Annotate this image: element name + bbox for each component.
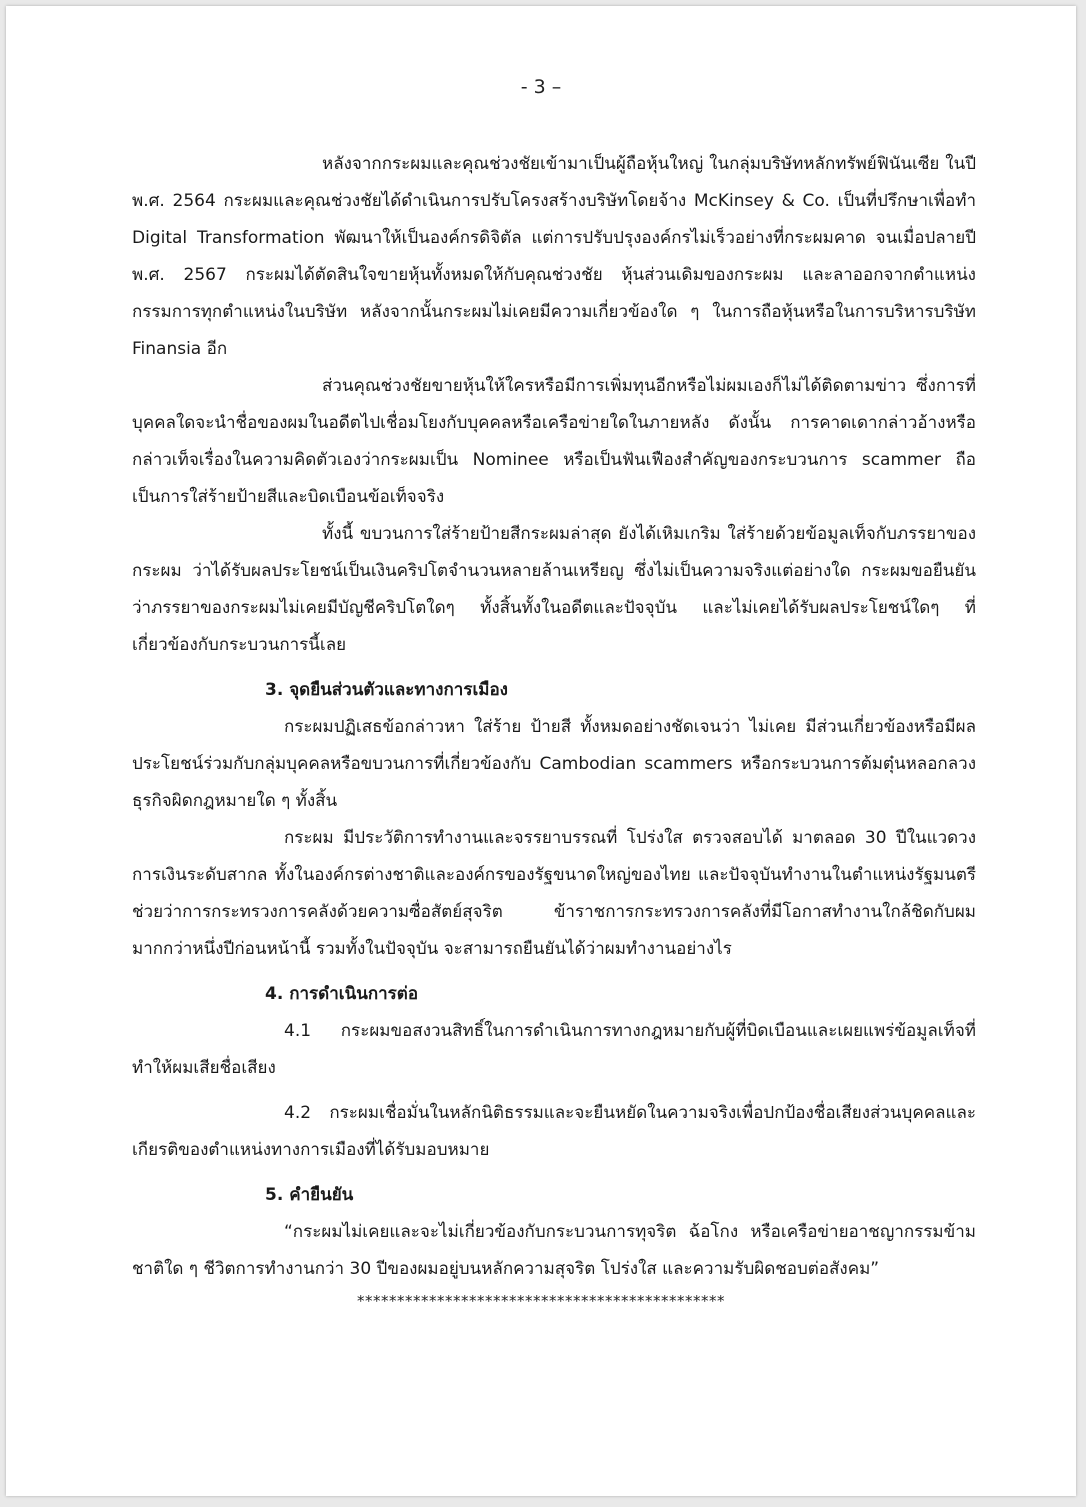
section-4-paragraph-2: 4.2 กระผมเชื่อมั่นในหลักนิติธรรมและจะยืนหยัดในความจริงเพื่อปกป้องชื่อเสียงส่วนบุคคลและเกียรติของตำแหน่งทางการเมืองที่ได้รับมอบหมาย bbox=[132, 1103, 976, 1160]
spacer bbox=[132, 1169, 976, 1177]
section-4-paragraph-1: 4.1 กระผมขอสงวนสิทธิ์ในการดำเนินการทางกฎหมายกับผู้ที่บิดเบือนและเผยแพร่ข้อมูลเท็จที่ทำให้ผมเสียชื่อเสียง bbox=[132, 1021, 976, 1078]
spacer bbox=[132, 664, 976, 672]
spacer bbox=[132, 1087, 976, 1095]
section-4-heading: 4. การดำเนินการต่อ bbox=[265, 984, 419, 1004]
document-body bbox=[132, 146, 976, 1288]
section-3-heading: 3. จุดยืนส่วนตัวและทางการเมือง bbox=[265, 680, 508, 700]
spacer bbox=[132, 968, 976, 976]
section-5-heading: 5. คำยืนยัน bbox=[265, 1185, 354, 1205]
end-divider: ********************************************** bbox=[357, 1292, 725, 1310]
section-3-paragraph-1: กระผมปฏิเสธข้อกล่าวหา ใส่ร้าย ป้ายสี ทั้งหมดอย่างชัดเจนว่า ไม่เคย มีส่วนเกี่ยวข้องหรือมีผลประโยชน์ร่วมกับกลุ่มบุคคลหรือขบวนการที่เกี่ยวข้องกับ Cambodian scammers หรือกระบวนการต้มตุ๋นหลอกลวง ธุรกิจผิดกฎหมายใด ๆ ทั้งสิ้น bbox=[132, 717, 976, 811]
section-5-quote: “กระผมไม่เคยและจะไม่เกี่ยวข้องกับกระบวนการทุจริต ฉ้อโกง หรือเครือข่ายอาชญากรรมข้ามชาติใด ๆ ชีวิตการทำงานกว่า 30 ปีของผมอยู่บนหลักความสุจริต โปร่งใส และความรับผิดชอบต่อสังคม” bbox=[132, 1222, 976, 1279]
paragraph-finansia-history: หลังจากกระผมและคุณช่วงชัยเข้ามาเป็นผู้ถือหุ้นใหญ่ ในกลุ่มบริษัทหลักทรัพย์ฟินันเซีย ในปี พ.ศ. 2564 กระผมและคุณช่วงชัยได้ดำเนินการปรับโครงสร้างบริษัทโดยจ้าง McKinsey & Co. เป็นที่ปรึกษาเพื่อทำ Digital Transformation พัฒนาให้เป็นองค์กรดิจิตัล แต่การปรับปรุงองค์กรไม่เร็วอย่างที่กระผมคาด จนเมื่อปลายปี พ.ศ. 2567 กระผมได้ตัดสินใจขายหุ้นทั้งหมดให้กับคุณช่วงชัย หุ้นส่วนเดิมของกระผม และลาออกจากตำแหน่งกรรมการทุกตำแหน่งในบริษัท หลังจากนั้นกระผมไม่เคยมีความเกี่ยวข้องใด ๆ ในการถือหุ้นหรือในการบริหารบริษัท Finansia อีก bbox=[132, 154, 976, 359]
section-3-paragraph-2: กระผม มีประวัติการทำงานและจรรยาบรรณที่ โปร่งใส ตรวจสอบได้ มาตลอด 30 ปีในแวดวงการเงินระดับสากล ทั้งในองค์กรต่างชาติและองค์กรของรัฐขนาดใหญ่ของไทย และปัจจุบันทำงานในตำแหน่งรัฐมนตรีช่วยว่าการกระทรวงการคลังด้วยความซื่อสัตย์สุจริต ข้าราชการกระทรวงการคลังที่มีโอกาสทำงานใกล้ชิดกับผมมากกว่าหนึ่งปีก่อนหน้านี้ รวมทั้งในปัจจุบัน จะสามารถยืนยันได้ว่าผมทำงานอย่างไร bbox=[132, 828, 976, 959]
page-number: - 3 – bbox=[520, 76, 562, 98]
document-page bbox=[6, 6, 1076, 1496]
paragraph-nominee-denial: ส่วนคุณช่วงชัยขายหุ้นให้ใครหรือมีการเพิ่มทุนอีกหรือไม่ผมเองก็ไม่ได้ติดตามข่าว ซึ่งการที่บุคคลใดจะนำชื่อของผมในอดีตไปเชื่อมโยงกับบุคคลหรือเครือข่ายใดในภายหลัง ดังนั้น การคาดเดากล่าวอ้างหรือกล่าวเท็จเรื่องในความคิดตัวเองว่ากระผมเป็น Nominee หรือเป็นฟันเฟืองสำคัญของกระบวนการ scammer ถือเป็นการใส่ร้ายป้ายสีและบิดเบือนข้อเท็จจริง bbox=[132, 376, 976, 507]
paragraph-wife-crypto-denial: ทั้งนี้ ขบวนการใส่ร้ายป้ายสีกระผมล่าสุด ยังได้เหิมเกริม ใส่ร้ายด้วยข้อมูลเท็จกับภรรยาของกระผม ว่าได้รับผลประโยชน์เป็นเงินคริปโตจำนวนหลายล้านเหรียญ ซึ่งไม่เป็นความจริงแต่อย่างใด กระผมขอยืนยันว่าภรรยาของกระผมไม่เคยมีบัญชีคริปโตใดๆ ทั้งสิ้นทั้งในอดีตและปัจจุบัน และไม่เคยได้รับผลประโยชน์ใดๆ ที่เกี่ยวข้องกับกระบวนการนี้เลย bbox=[132, 524, 976, 655]
